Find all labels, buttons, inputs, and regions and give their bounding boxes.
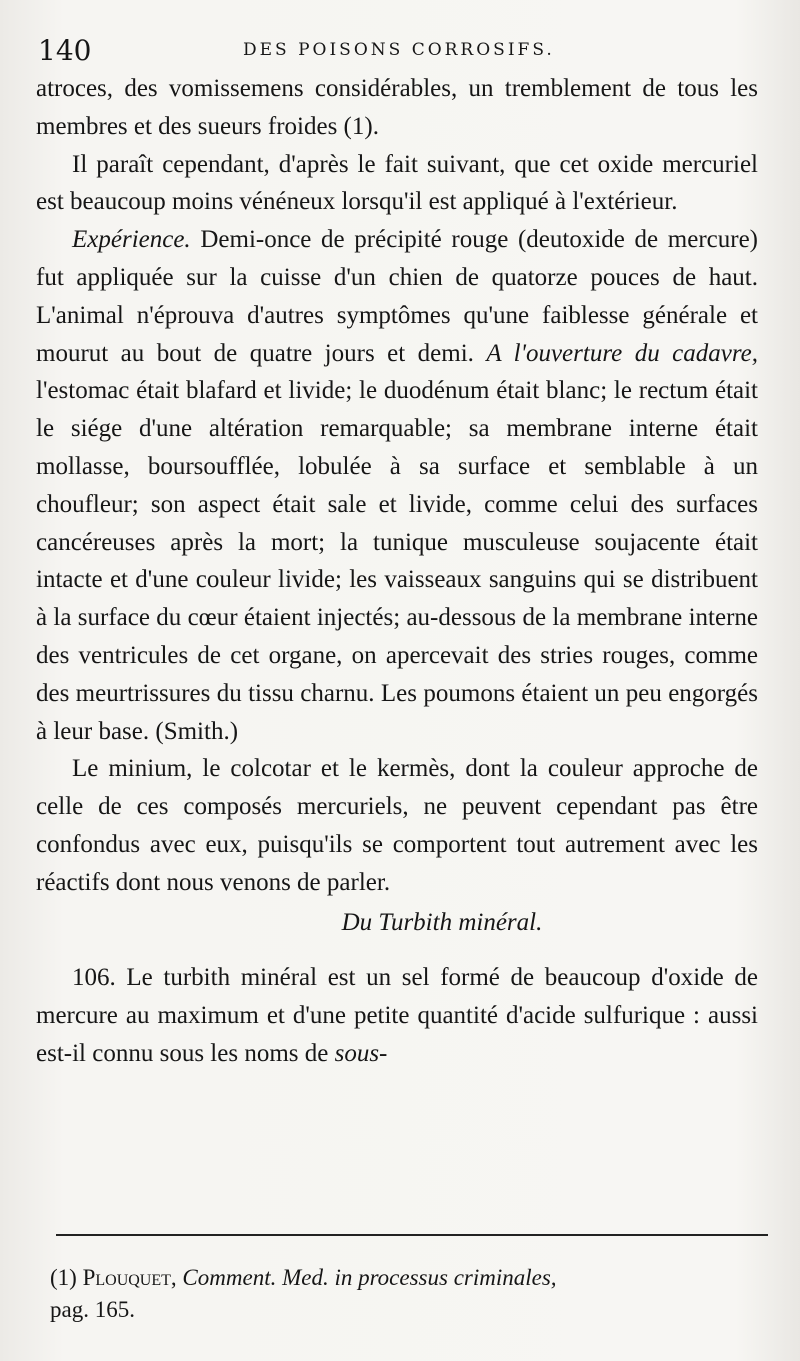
- page-number: 140: [38, 34, 92, 67]
- running-head: DES POISONS CORROSIFS.: [243, 40, 555, 60]
- paragraph-experience: [36, 221, 758, 750]
- page-header: [38, 34, 758, 70]
- autopsy-label: A l'ouverture du cadavre,: [486, 339, 759, 367]
- body-text: [36, 70, 758, 1073]
- experience-text-2: l'estomac était blafard et livide; le duodénum était blanc; le rectum était le siége d'une altération remarquable; sa membrane interne était mollasse, boursoufflée, lobulée à sa surface et semblable à un choufleur; son aspect était sale et livide, comme celui des surfaces cancéreuses après la mort; la tunique musculeuse soujacente était intacte et d'une couleur livide; les vaisseaux sanguins qui se distribuent à la surface du cœur étaient injectés; au-dessous de la membrane interne des ventricules de cet organe, on apercevait des stries rouges, comme des meurtrissures du tissu charnu. Les poumons étaient un peu engorgés à leur base. (Smith.): [36, 377, 758, 745]
- footnote-marker: (1): [50, 1265, 77, 1290]
- footnote-author: Plouquet,: [82, 1265, 177, 1290]
- footnote-line-1: [50, 1262, 774, 1294]
- experience-label: Expérience.: [72, 226, 191, 254]
- paragraph-continuation: atroces, des vomissemens considérables, un tremblement de tous les membres et des sueurs froides (1).: [36, 75, 758, 140]
- section-title: Du Turbith minéral.: [341, 908, 543, 936]
- footnote-rule: [56, 1234, 768, 1236]
- footnote-title: Comment. Med. in processus criminales,: [182, 1265, 557, 1290]
- paragraph-minium: Le minium, le colcotar et le kermès, dont la couleur approche de celle de ces composés mercuriels, ne peuvent cependant pas être confondus avec eux, puisqu'ils se comportent tout autrement avec les réactifs dont nous venons de parler.: [36, 755, 758, 896]
- experience-text-1: Demi-once de précipité rouge (deutoxide de mercure) fut appliquée sur la cuisse d'un chien de quatorze pouces de haut. L'animal n'éprouva d'autres symptômes qu'une faiblesse générale et mourut au bout de quatre jours et demi.: [36, 226, 758, 367]
- turbith-text: 106. Le turbith minéral est un sel formé de beaucoup d'oxide de mercure au maximum et d'une petite quantité d'acide sulfurique : aussi est-il connu sous les noms de: [36, 964, 758, 1067]
- paragraph-turbith: [36, 959, 758, 1072]
- turbith-italic-word: sous-: [334, 1039, 388, 1067]
- footnote-pages: pag. 165.: [50, 1297, 135, 1322]
- paragraph-external-application: Il paraît cependant, d'après le fait suivant, que cet oxide mercuriel est beaucoup moins vénéneux lorsqu'il est appliqué à l'extérieur.: [36, 150, 758, 216]
- footnote: [50, 1262, 774, 1326]
